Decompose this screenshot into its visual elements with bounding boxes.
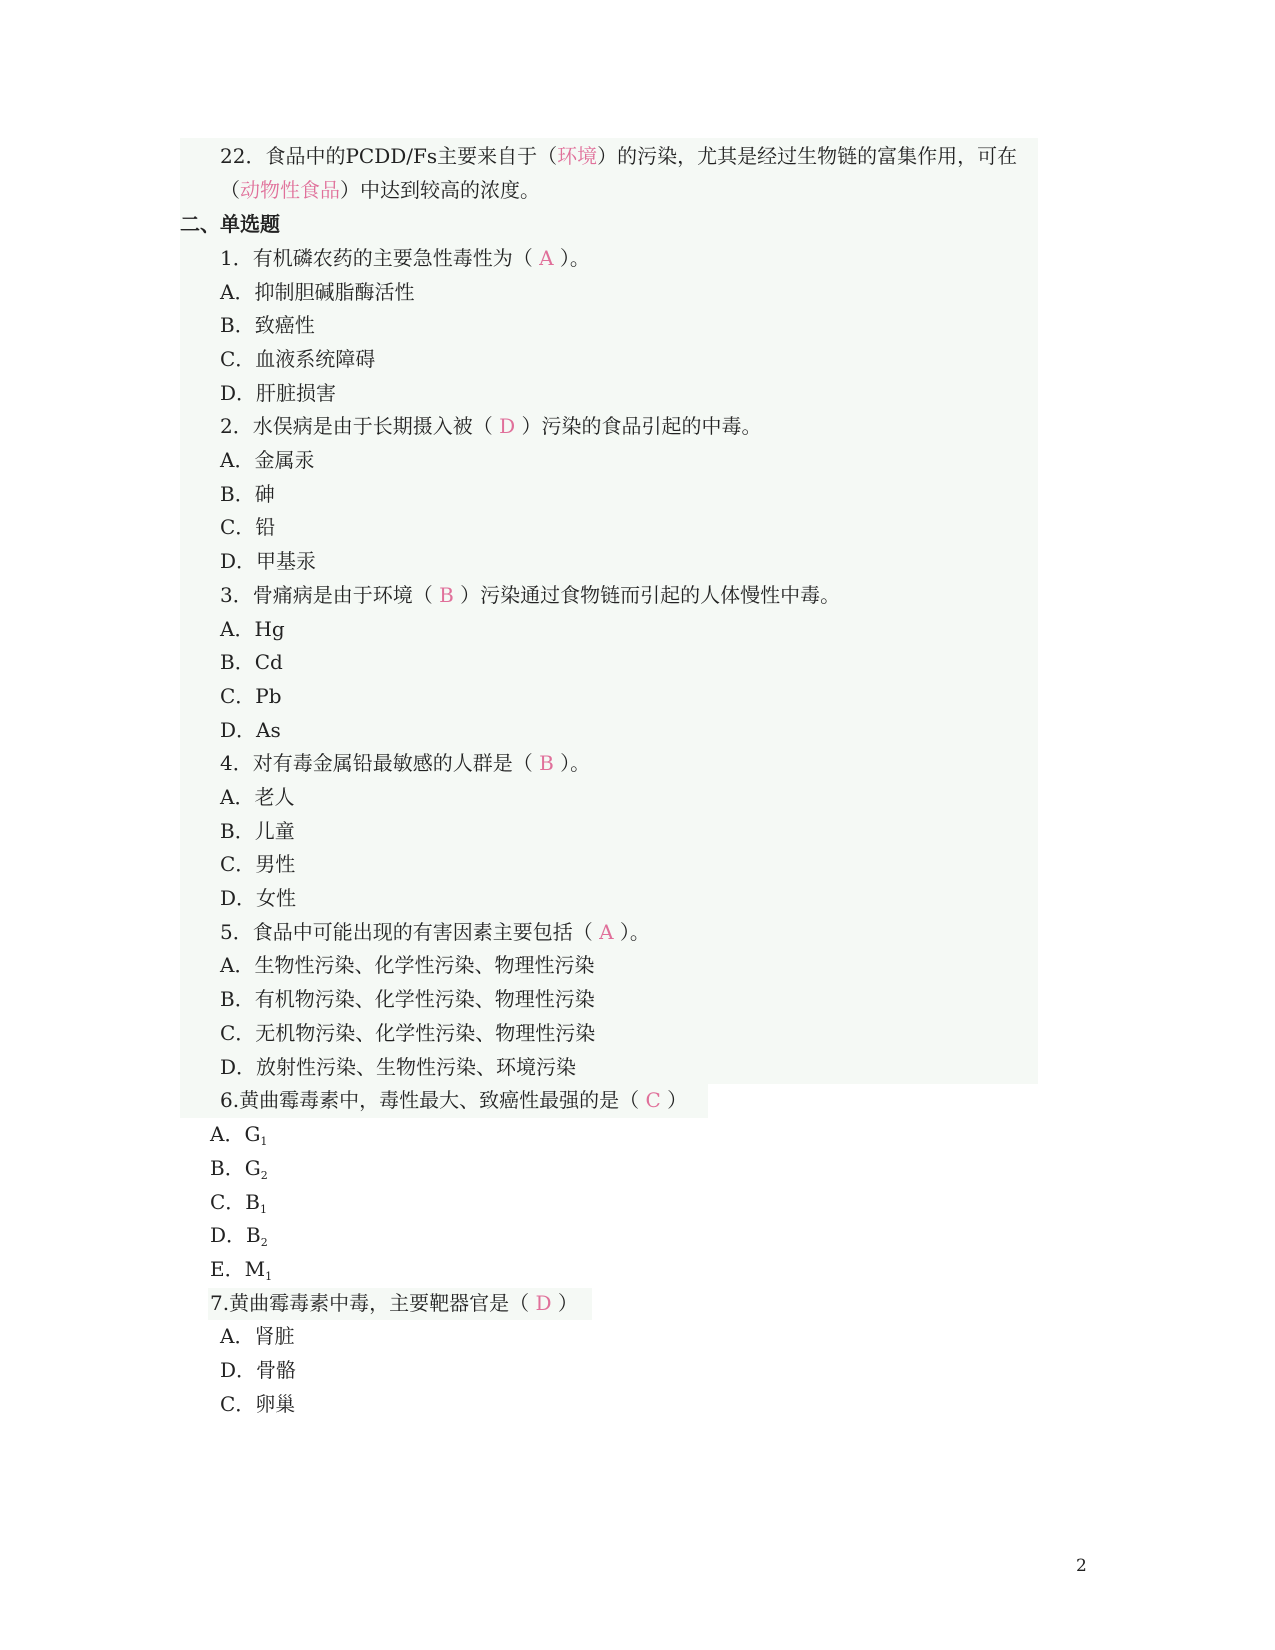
option: B．砷: [220, 482, 275, 506]
page-number: 2: [1076, 1556, 1087, 1576]
option: A．肾脏: [220, 1324, 295, 1348]
q22-answer-1: 环境: [557, 144, 598, 168]
stem-text: ）: [557, 1291, 578, 1315]
option: A．生物性污染、化学性污染、物理性污染: [220, 953, 595, 977]
option: A．老人: [220, 785, 295, 809]
q22-text: ）中达到较高的浓度。: [340, 178, 540, 202]
answer-letter: C: [639, 1088, 668, 1112]
option-label: D．B: [210, 1223, 261, 1247]
option: C．卵巢: [220, 1392, 296, 1416]
option: D．骨骼: [220, 1358, 297, 1382]
option-label: A．G: [210, 1122, 261, 1146]
option: C．血液系统障碍: [220, 347, 376, 371]
option: B．Cd: [220, 650, 283, 674]
option: C．Pb: [220, 684, 282, 708]
stem-text: 4．对有毒金属铅最敏感的人群是（: [220, 751, 533, 775]
question-stem: [210, 1286, 578, 1320]
option: C．男性: [220, 852, 296, 876]
option: D．肝脏损害: [220, 381, 337, 405]
option-subscript: 1: [260, 1135, 268, 1148]
option-label: C．B: [210, 1190, 260, 1214]
q22-text: ）的污染，尤其是经过生物链的富集作用，可在: [597, 144, 1018, 168]
stem-text: ）。: [560, 751, 591, 775]
stem-text: ）。: [559, 246, 590, 270]
question-stem: [220, 746, 590, 780]
option-subscript: 2: [260, 1236, 268, 1249]
question-stem: [220, 409, 761, 443]
stem-text: ）污染通过食物链而引起的人体慢性中毒。: [460, 583, 841, 607]
answer-letter: D: [529, 1291, 558, 1315]
option: B．致癌性: [220, 313, 315, 337]
q22-line-2: [220, 173, 540, 207]
stem-text: 1．有机磷农药的主要急性毒性为（: [220, 246, 533, 270]
q22-line-1: [220, 139, 1017, 173]
option-subscript: 1: [260, 1203, 267, 1216]
q22-answer-2: 动物性食品: [240, 178, 340, 202]
option: D．As: [220, 718, 281, 742]
stem-text: 3．骨痛病是由于环境（: [220, 583, 433, 607]
option: A．抑制胆碱脂酶活性: [220, 280, 415, 304]
option: C．无机物污染、化学性污染、物理性污染: [220, 1021, 596, 1045]
answer-letter: A: [592, 920, 620, 944]
option: C．铅: [220, 515, 276, 539]
question-stem: [220, 915, 650, 949]
stem-text: ）: [667, 1088, 688, 1112]
option-subscript: 1: [265, 1270, 273, 1283]
stem-text: 5．食品中可能出现的有害因素主要包括（: [220, 920, 593, 944]
q22-text: 22．食品中的PCDD/Fs主要来自于（: [220, 144, 558, 168]
option: D．甲基汞: [220, 549, 317, 573]
stem-text: ）污染的食品引起的中毒。: [521, 414, 762, 438]
q22-text: （: [220, 178, 240, 202]
answer-letter: D: [492, 414, 522, 438]
option: B．有机物污染、化学性污染、物理性污染: [220, 987, 595, 1011]
section-heading: 二、单选题: [180, 212, 280, 236]
option: B．儿童: [220, 819, 295, 843]
answer-letter: A: [532, 246, 560, 270]
question-stem: [220, 578, 840, 612]
option: D．女性: [220, 886, 297, 910]
stem-text: ）。: [619, 920, 650, 944]
stem-text: 6.黄曲霉毒素中，毒性最大、致癌性最强的是（: [220, 1088, 640, 1112]
question-stem: [220, 241, 590, 275]
option-label: E．M: [210, 1257, 266, 1281]
option: A．Hg: [220, 617, 285, 641]
option: D．放射性污染、生物性污染、环境污染: [220, 1055, 577, 1079]
option-label: B．G: [210, 1156, 261, 1180]
stem-text: 7.黄曲霉毒素中毒，主要靶器官是（: [210, 1291, 530, 1315]
option-subscript: 2: [260, 1169, 268, 1182]
stem-text: 2．水俣病是由于长期摄入被（: [220, 414, 493, 438]
answer-letter: B: [532, 751, 561, 775]
option: A．金属汞: [220, 448, 315, 472]
answer-letter: B: [432, 583, 461, 607]
question-stem: [220, 1083, 687, 1117]
